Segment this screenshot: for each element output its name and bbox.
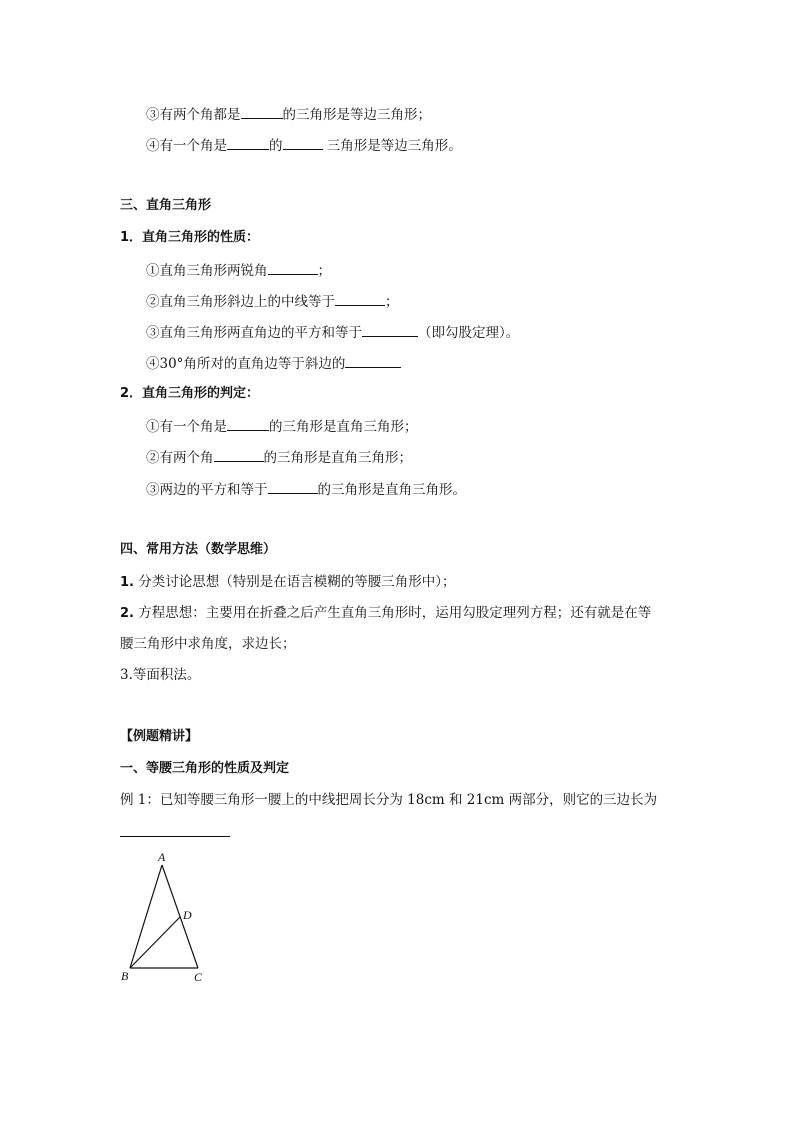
section-heading-right-triangle: 三、直角三角形	[120, 198, 212, 213]
section-heading-methods: 四、常用方法（数学思维）	[120, 542, 277, 557]
item-text: 的三角形是等边三角形；	[282, 107, 431, 123]
item-text: ②直角三角形斜边上的中线等于	[146, 294, 335, 310]
item-text: ③有两个角都是	[146, 107, 241, 123]
fill-blank[interactable]	[241, 103, 283, 119]
fill-blank[interactable]	[268, 478, 318, 494]
item-text: ④有一个角是	[146, 138, 227, 154]
item-text: （即勾股定理）。	[418, 325, 520, 341]
fill-blank[interactable]	[227, 415, 269, 431]
method-item-2-continued: 腰三角形中求角度，求边长；	[120, 636, 296, 652]
example-1-question: 例 1：已知等腰三角形一腰上的中线把周长分为 18cm 和 21cm 两部分，则它的三边长为	[120, 792, 658, 808]
fill-blank[interactable]	[268, 259, 318, 275]
item-text: ④30°角所对的直角边等于斜边的	[146, 356, 346, 372]
judgement-item-2	[146, 446, 726, 468]
vertex-label-d: D	[183, 908, 192, 922]
vertex-label-c: C	[194, 970, 203, 984]
item-text: ②有两个角	[146, 450, 214, 466]
item-text: 的三角形是直角三角形；	[269, 419, 418, 435]
item-text: ；	[317, 263, 331, 279]
item-text: ；	[385, 294, 399, 310]
method-item-1	[120, 572, 700, 593]
answer-blank[interactable]	[120, 821, 230, 837]
vertex-label-a: A	[158, 850, 166, 864]
item-text: ③两边的平方和等于	[146, 482, 268, 498]
judgement-item-3	[146, 478, 726, 500]
examples-heading: 【例题精讲】	[120, 729, 199, 744]
property-item-4	[146, 352, 726, 374]
equilateral-item-4	[146, 134, 726, 156]
property-item-3	[146, 321, 726, 343]
example-1-answer-line	[120, 821, 700, 843]
method-item-3: 3.等面积法。	[120, 667, 201, 683]
subheading-properties: 1．直角三角形的性质：	[120, 230, 260, 245]
item-text: 分类讨论思想（特别是在语言模糊的等腰三角形中）；	[133, 574, 456, 590]
side-ac	[162, 865, 198, 968]
side-ab	[130, 865, 162, 968]
item-text: ③直角三角形两直角边的平方和等于	[146, 325, 362, 341]
property-item-2	[146, 290, 726, 312]
fill-blank[interactable]	[362, 321, 418, 337]
property-item-1	[146, 259, 726, 281]
triangle-figure	[110, 845, 220, 985]
subheading-judgement: 2．直角三角形的判定：	[120, 386, 260, 401]
item-text: 的三角形是直角三角形。	[317, 482, 466, 498]
item-text: ①直角三角形两锐角	[146, 263, 268, 279]
item-text: ①有一个角是	[146, 419, 227, 435]
judgement-item-1	[146, 415, 726, 437]
vertex-label-b: B	[121, 969, 129, 983]
item-text: 的三角形是直角三角形；	[263, 450, 412, 466]
fill-blank[interactable]	[214, 446, 264, 462]
item-text: 三角形是等边三角形。	[322, 138, 462, 154]
item-text: 方程思想：主要用在折叠之后产生直角三角形时，运用勾股定理列方程；还有就是在等	[133, 605, 652, 621]
fill-blank[interactable]	[335, 290, 385, 306]
example-section-title: 一、等腰三角形的性质及判定	[120, 761, 290, 776]
item-number: 2.	[120, 606, 134, 621]
fill-blank[interactable]	[283, 134, 323, 150]
item-number: 1.	[120, 575, 134, 590]
fill-blank[interactable]	[345, 352, 401, 368]
equilateral-item-3	[146, 103, 726, 125]
fill-blank[interactable]	[227, 134, 269, 150]
item-text: 的	[269, 138, 283, 154]
method-item-2	[120, 603, 700, 624]
